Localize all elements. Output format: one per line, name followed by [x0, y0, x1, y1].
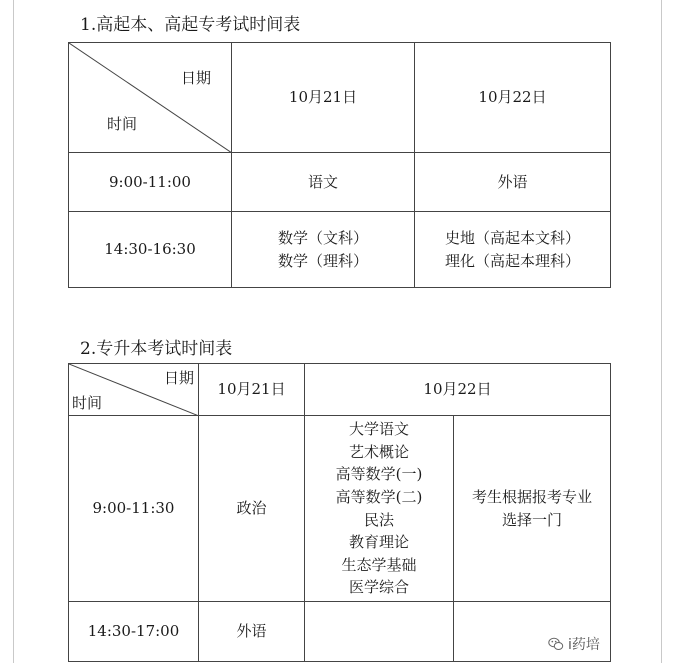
note-line: 考生根据报考专业 — [471, 487, 592, 506]
diagonal-line — [69, 43, 232, 153]
corner-date-label: 日期 — [180, 69, 211, 87]
subject-line: 高等数学(一) — [335, 465, 423, 484]
corner-cell — [69, 364, 199, 416]
subject-line: 史地（高起本文科） — [444, 228, 580, 247]
watermark — [548, 634, 600, 654]
time-cell: 14:30-16:30 — [69, 212, 232, 288]
section2-timetable — [68, 363, 611, 662]
table-row — [69, 43, 611, 153]
subject-cell: 语文 — [232, 153, 415, 212]
table-row — [69, 153, 611, 212]
empty-cell — [305, 602, 454, 662]
subject-line: 数学（理科） — [277, 251, 368, 270]
time-cell: 9:00-11:30 — [69, 416, 199, 602]
table-row — [69, 364, 611, 416]
table-row — [69, 602, 611, 662]
table-row — [69, 212, 611, 288]
subject-line: 医学综合 — [348, 578, 409, 597]
corner-cell — [69, 43, 232, 153]
subject-cell — [232, 212, 415, 288]
section2-title: 2.专升本考试时间表 — [80, 339, 233, 359]
date-header: 10月21日 — [232, 43, 415, 153]
subject-line: 理化（高起本理科） — [444, 251, 580, 270]
subject-cell: 政治 — [199, 416, 305, 602]
subject-cell: 外语 — [199, 602, 305, 662]
subject-line: 大学语文 — [348, 420, 409, 439]
date-header: 10月21日 — [199, 364, 305, 416]
time-cell: 9:00-11:00 — [69, 153, 232, 212]
wechat-icon — [548, 636, 564, 652]
page-frame-left — [13, 0, 14, 663]
subject-cell — [415, 212, 611, 288]
table-row — [69, 416, 611, 602]
note-line: 选择一门 — [501, 510, 562, 529]
page-frame-right — [661, 0, 662, 663]
subject-line: 教育理论 — [348, 533, 409, 552]
corner-time-label: 时间 — [107, 115, 138, 133]
date-header: 10月22日 — [305, 364, 611, 416]
watermark-text: i药培 — [568, 637, 600, 653]
date-header: 10月22日 — [415, 43, 611, 153]
section1-timetable — [68, 42, 611, 288]
subject-line: 艺术概论 — [348, 442, 409, 461]
subject-list-cell — [305, 416, 454, 602]
corner-date-label: 日期 — [163, 369, 194, 387]
subject-line: 生态学基础 — [341, 555, 417, 574]
subject-line: 民法 — [363, 510, 394, 529]
section1-title: 1.高起本、高起专考试时间表 — [80, 15, 301, 35]
subject-cell: 外语 — [415, 153, 611, 212]
subject-line: 数学（文科） — [277, 228, 368, 247]
note-cell — [454, 416, 611, 602]
time-cell: 14:30-17:00 — [69, 602, 199, 662]
subject-line: 高等数学(二) — [335, 487, 423, 506]
corner-time-label: 时间 — [72, 394, 103, 412]
